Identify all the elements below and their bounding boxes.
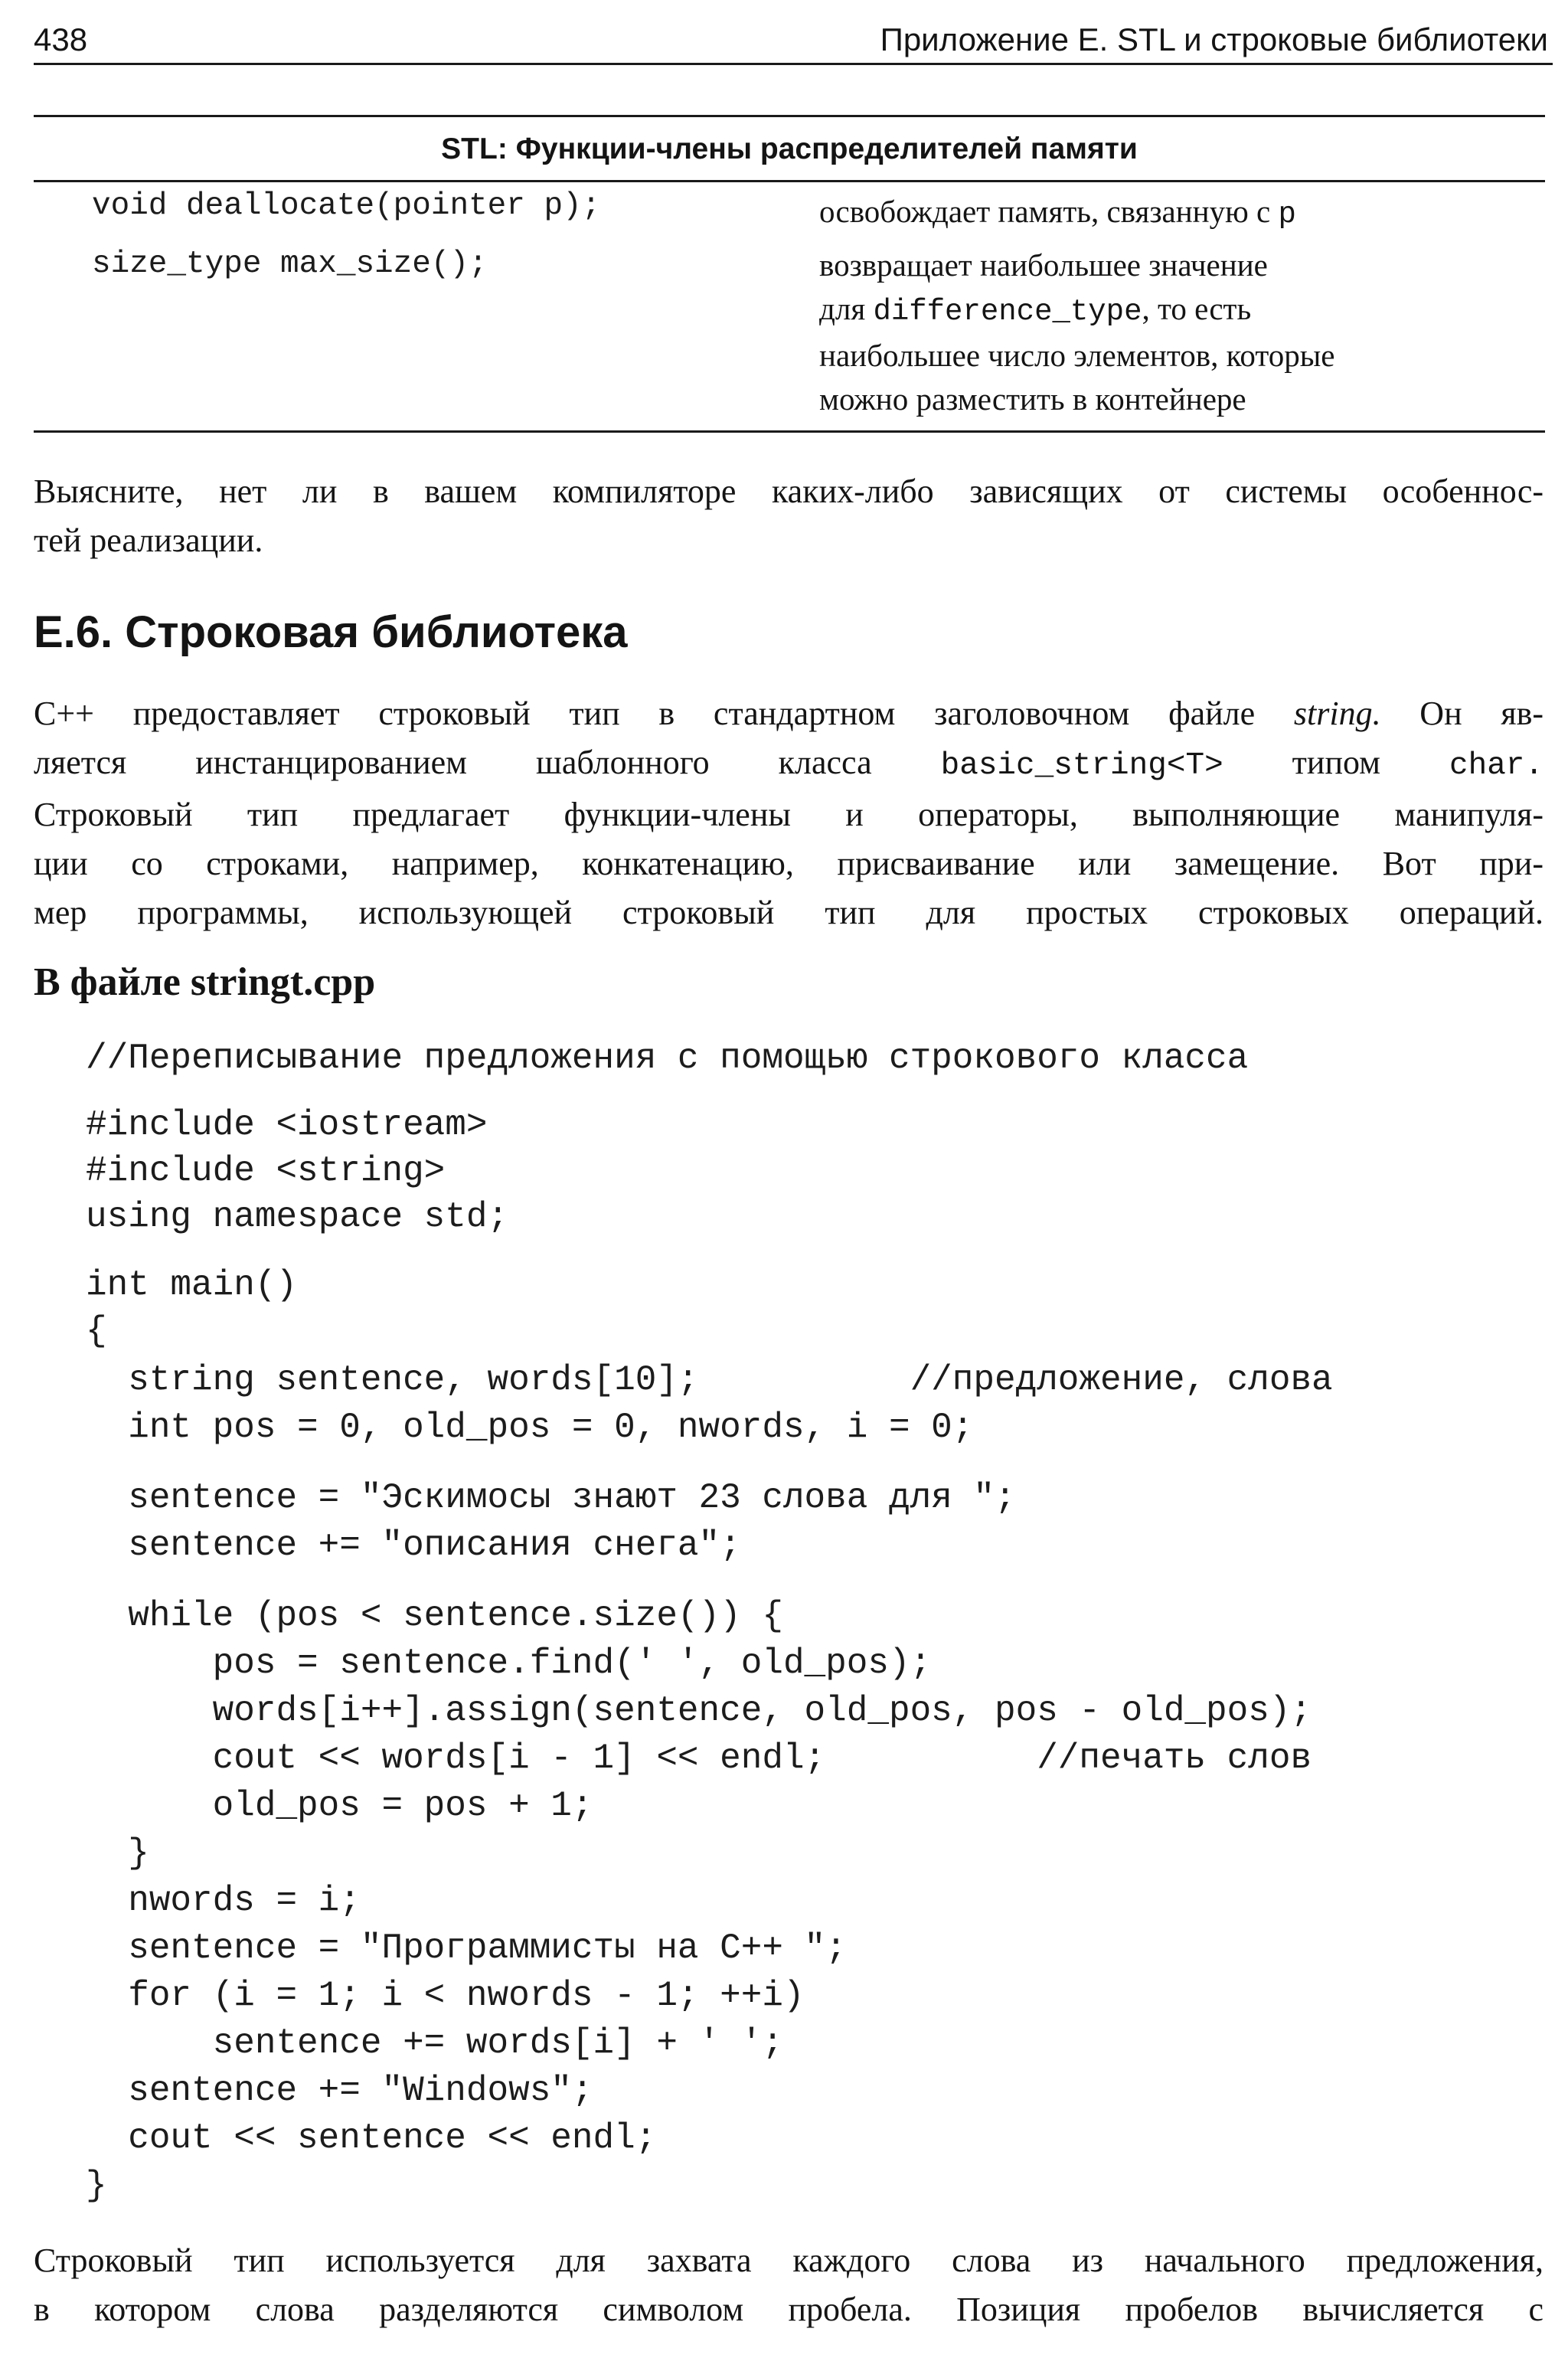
- text-span: Он яв-: [1380, 695, 1544, 732]
- code-line: //Переписывание предложения с помощью строкового класса: [86, 1038, 1249, 1078]
- paragraph-line: Строковый тип предлагает функции-члены и операторы, выполняющие манипуля-: [34, 796, 1544, 833]
- function-signature: void deallocate(pointer p);: [92, 188, 601, 224]
- paragraph-line: в котором слова разделяются символом пробела. Позиция пробелов вычисляется с: [34, 2291, 1544, 2328]
- code-line: {: [86, 1311, 107, 1351]
- code-line: #include <string>: [86, 1151, 446, 1191]
- running-header: [34, 15, 1553, 65]
- code-line: using namespace std;: [86, 1197, 509, 1237]
- code-line: sentence += "Windows";: [86, 2071, 593, 2111]
- page-number: 438: [34, 21, 88, 57]
- code-line: }: [86, 2166, 107, 2206]
- paragraph-system-specifics: [34, 467, 1544, 565]
- code-line: sentence = "Программисты на C++ ";: [86, 1928, 847, 1968]
- paragraph-line: мер программы, использующей строковый тип для простых строковых операций.: [34, 894, 1544, 931]
- code-line: for (i = 1; i < nwords - 1; ++i): [86, 1976, 805, 2016]
- paragraph-line: ции со строками, например, конкатенацию, присваивание или замещение. Вот при-: [34, 845, 1544, 882]
- filename-emphasis: string.: [1293, 695, 1381, 732]
- paragraph-line: [34, 738, 1544, 790]
- code-line: sentence += words[i] + ' ';: [86, 2023, 783, 2063]
- file-heading: В файле stringt.cpp: [34, 960, 376, 1004]
- inline-code: char.: [1449, 748, 1544, 783]
- function-description: [819, 244, 1545, 421]
- code-line: cout << words[i - 1] << endl; //печать слов: [86, 1738, 1312, 1778]
- function-description: [819, 190, 1545, 237]
- code-line: while (pos < sentence.size()) {: [86, 1596, 783, 1636]
- code-line: words[i++].assign(sentence, old_pos, pos - old_pos);: [86, 1691, 1312, 1731]
- function-signature: size_type max_size();: [92, 247, 488, 282]
- table-caption: STL: Функции-члены распределителей памяти: [34, 117, 1545, 182]
- text-span: типом: [1223, 744, 1449, 781]
- description-line: можно разместить в контейнере: [819, 381, 1246, 417]
- table-row: [34, 182, 1545, 244]
- text-span: ляется инстанцированием шаблонного класса: [34, 744, 941, 781]
- description-code: difference_type: [873, 295, 1142, 329]
- description-line: наибольшее число элементов, которые: [819, 338, 1335, 373]
- description-text: для: [819, 291, 874, 326]
- description-text: освобождает память, связанную с: [819, 194, 1279, 229]
- inline-code: basic_string<T>: [940, 748, 1223, 783]
- code-line: sentence += "описания снега";: [86, 1526, 741, 1565]
- code-line: }: [86, 1833, 149, 1873]
- chapter-title: Приложение Е. STL и строковые библиотеки: [880, 21, 1548, 57]
- code-line: old_pos = pos + 1;: [86, 1786, 593, 1826]
- code-line: nwords = i;: [86, 1881, 361, 1921]
- paragraph-string-intro: [34, 689, 1544, 937]
- description-line: возвращает наибольшее значение: [819, 247, 1268, 283]
- code-line: cout << sentence << endl;: [86, 2118, 657, 2158]
- code-line: int pos = 0, old_pos = 0, nwords, i = 0;: [86, 1408, 974, 1447]
- section-heading: Е.6. Строковая библиотека: [34, 607, 628, 657]
- paragraph-line: тей реализации.: [34, 522, 263, 559]
- code-line: string sentence, words[10]; //предложение, слова: [86, 1360, 1333, 1400]
- paragraph-line: Выясните, нет ли в вашем компиляторе каких-либо зависящих от системы особеннос-: [34, 473, 1544, 510]
- description-text: , то есть: [1142, 291, 1252, 326]
- code-line: int main(): [86, 1265, 298, 1305]
- paragraph-line: [34, 689, 1544, 738]
- paragraph-string-usage: [34, 2236, 1544, 2334]
- code-line: #include <iostream>: [86, 1105, 488, 1145]
- table-row: [34, 244, 1545, 430]
- description-code: p: [1278, 198, 1296, 231]
- paragraph-line: Строковый тип используется для захвата каждого слова из начального предложения,: [34, 2242, 1544, 2279]
- description-line: [819, 287, 1545, 334]
- text-span: C++ предоставляет строковый тип в стандартном заголовочном файле: [34, 695, 1294, 732]
- code-line: pos = sentence.find(' ', old_pos);: [86, 1643, 932, 1683]
- allocator-functions-table: [34, 115, 1545, 433]
- code-line: sentence = "Эскимосы знают 23 слова для ";: [86, 1478, 1016, 1518]
